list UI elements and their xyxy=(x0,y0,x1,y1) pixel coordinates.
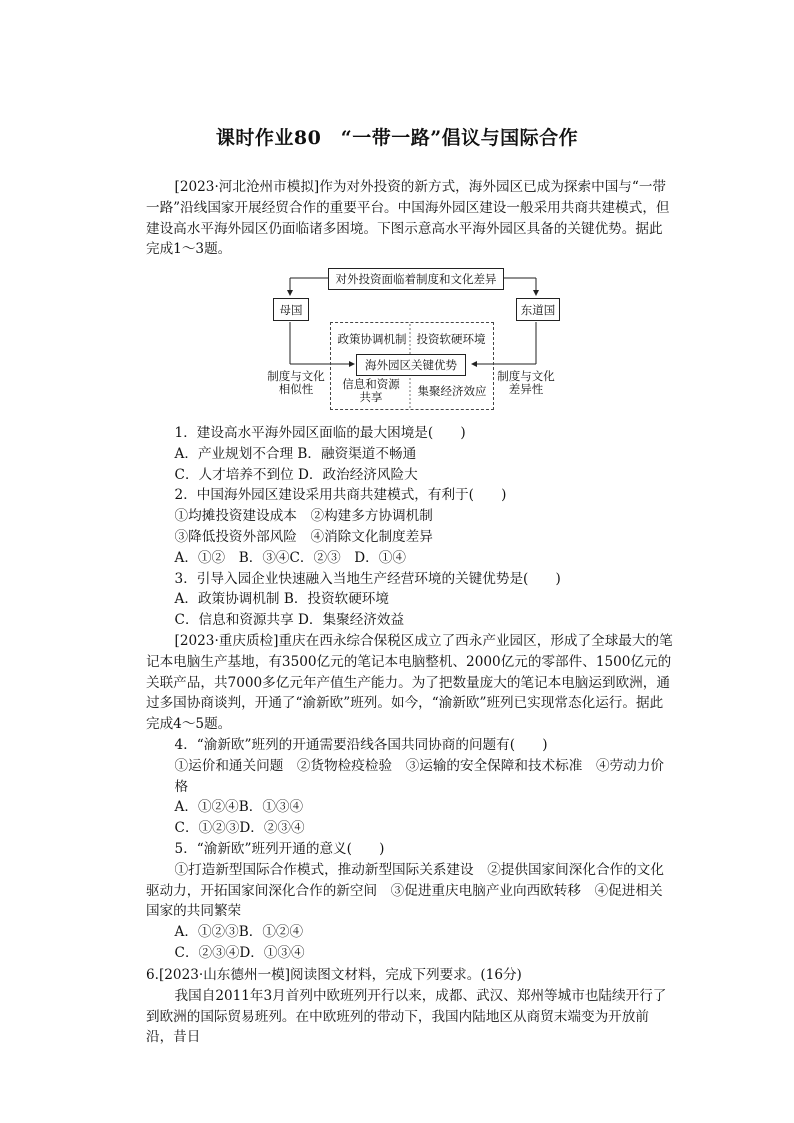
question-2-statements-1: ①均摊投资建设成本 ②构建多方协调机制 xyxy=(174,508,433,525)
intro-paragraph: [2023·河北沧州市模拟]作为对外投资的新方式，海外园区已成为探索中国与“一带一路”沿线国家开展经贸合作的重要平台。中国海外园区建设一般采用共商共建模式，但建设高水平海外园区仍面临诸多困境。下图示意高水平海外园区具备的关键优势。据此完成1～3题。 xyxy=(146,179,670,258)
question-4-options-ab: A．①②④B．①③④ xyxy=(174,799,304,816)
question-6-material: 我国自2011年3月首列中欧班列开行以来，成都、武汉、郑州等城市也陆续开行了到欧洲的国际贸易班列。在中欧班列的带动下，我国内陆地区从商贸末端变为开放前沿，昔日 xyxy=(146,987,667,1046)
question-3-options-cd: C．信息和资源共享 D．集聚经济效益 xyxy=(174,612,405,629)
question-6-stem: 6.[2023·山东德州一模]阅读图文材料，完成下列要求。(16分) xyxy=(146,967,522,983)
question-4-stem: 4．“渝新欧”班列的开通需要沿线各国共同协商的问题有( ) xyxy=(174,736,548,753)
question-4-options-cd: C．①②③D．②③④ xyxy=(174,820,305,837)
info-sharing-label: 信息和资源 共享 xyxy=(342,377,400,404)
question-3-options-ab: A．政策协调机制 B．投资软硬环境 xyxy=(174,591,389,608)
diagram-top-box: 对外投资面临着制度和文化差异 xyxy=(328,268,504,290)
host-country-box: 东道国 xyxy=(516,298,560,321)
home-country-box: 母国 xyxy=(273,298,309,321)
similarity-label: 制度与文化 相似性 xyxy=(267,369,325,396)
question-1-options-ab: A．产业规划不合理 B．融资渠道不畅通 xyxy=(174,445,417,462)
question-2-stem: 2．中国海外园区建设采用共商共建模式，有利于( ) xyxy=(174,487,507,504)
question-3-stem: 3．引导入园企业快速融入当地生产经营环境的关键优势是( ) xyxy=(174,570,561,587)
advantage-diagram xyxy=(262,264,560,414)
investment-environment-label: 投资软硬环境 xyxy=(416,332,486,346)
question-5-options-cd: C．②③④D．①③④ xyxy=(174,944,305,961)
question-1-stem: 1．建设高水平海外园区面临的最大困境是( ) xyxy=(174,425,466,441)
intro-passage-1 xyxy=(146,177,676,260)
question-2-statements-2: ③降低投资外部风险 ④消除文化制度差异 xyxy=(174,528,433,545)
question-6-block xyxy=(146,965,676,1048)
key-advantage-box: 海外园区关键优势 xyxy=(356,354,466,376)
question-5-stem: 5．“渝新欧”班列开通的意义( ) xyxy=(174,840,385,857)
question-2-options: A．①② B．③④C．②③ D．①④ xyxy=(174,549,406,566)
agglomeration-effect-label: 集聚经济效应 xyxy=(417,384,487,398)
questions-block-1 xyxy=(146,423,676,964)
question-5-statements: ①打造新型国际合作模式，推动新型国际关系建设 ②提供国家间深化合作的文化驱动力，开拓国家间深化合作的新空间 ③促进重庆电脑产业向西欧转移 ④促进相关国家的共同繁荣 xyxy=(146,861,664,920)
intro-paragraph-2: [2023·重庆质检]重庆在西永综合保税区成立了西永产业园区，形成了全球最大的笔记本电脑生产基地，有3500亿元的笔记本电脑整机、2000亿元的零部件、1500亿元的关联产品，共7000多亿元年产值生产能力。为了把数量庞大的笔记本电脑运到欧洲，通过多国协商谈判，开通了“渝新欧”班列。如今，“渝新欧”班列已实现常态化运行。据此完成4～5题。 xyxy=(146,632,673,733)
question-1-options-cd: C．人才培养不到位 D．政治经济风险大 xyxy=(174,466,418,483)
page-title: 课时作业80 “一带一路”倡议与国际合作 xyxy=(215,127,579,149)
difference-label: 制度与文化 差异性 xyxy=(497,369,555,396)
question-5-options-ab: A．①②③B．①②④ xyxy=(174,924,304,941)
question-4-statements: ①运价和通关问题 ②货物检疫检验 ③运输的安全保障和技术标准 ④劳动力价格 xyxy=(174,757,664,795)
policy-coordination-label: 政策协调机制 xyxy=(337,332,407,346)
